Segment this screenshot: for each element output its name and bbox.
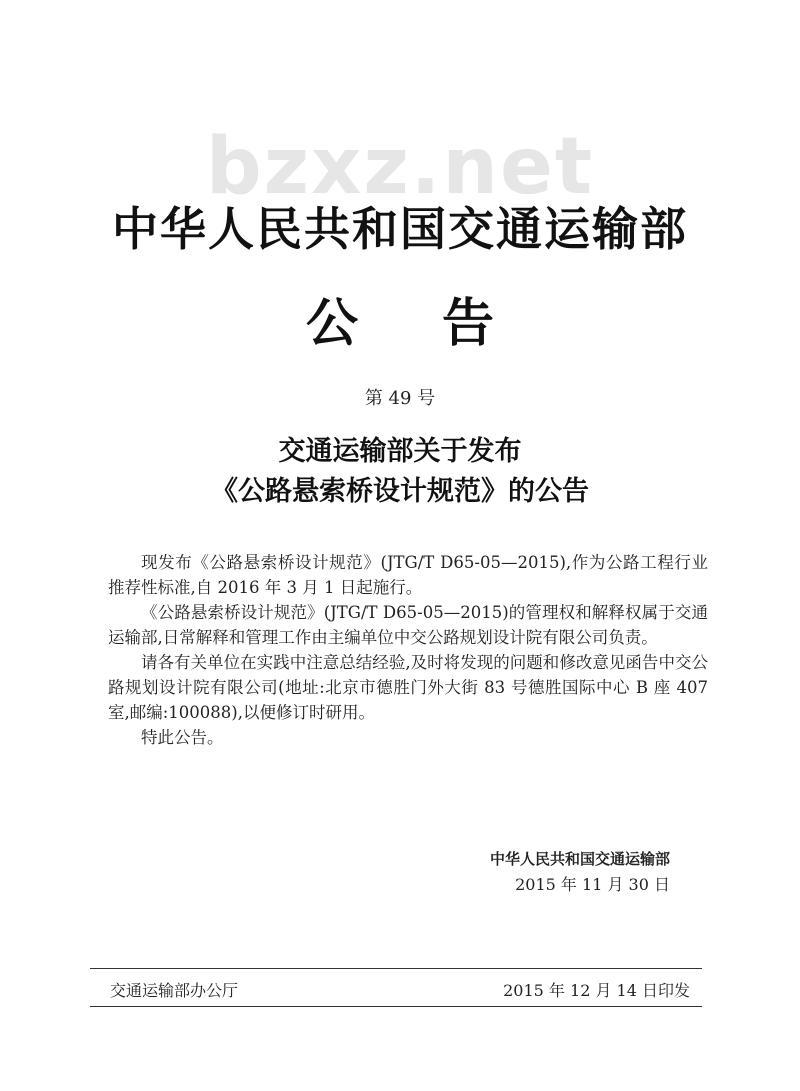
body-paragraph-4: 特此公告。: [141, 728, 224, 747]
document-number: 第 49 号: [364, 388, 436, 409]
document-type-char-2: 告: [442, 294, 495, 354]
signature-block: [490, 846, 670, 898]
signature-date: 2015 年 11 月 30 日: [515, 875, 670, 894]
document-title-line-2: 《公路悬索桥设计规范》的公告: [211, 476, 589, 507]
footer-divider-bottom: [90, 1006, 702, 1007]
watermark: bzxz.net: [205, 122, 595, 212]
body-paragraph-1: 现发布《公路悬索桥设计规范》(JTG/T D65-05—2015),作为公路工程行业推荐性标准,自 2016 年 3 月 1 日起施行。: [108, 553, 708, 597]
footer-divider-top: [90, 968, 702, 969]
document-title-line-1: 交通运输部关于发布: [278, 436, 522, 467]
footer-issuing-office: 交通运输部办公厅: [110, 981, 239, 1000]
document-title: [0, 432, 800, 512]
body-paragraph-3: 请各有关单位在实践中注意总结经验,及时将发现的问题和修改意见函告中交公路规划设计院有限公司(地址:北京市德胜门外大街 83 号德胜国际中心 B 座 407 室,邮编:100088),以便修订时研用。: [108, 653, 708, 722]
issuing-authority-heading: 中华人民共和国交通运输部: [112, 202, 688, 256]
footer-print-date: 2015 年 12 月 14 日印发: [503, 981, 690, 1000]
announcement-body: [108, 550, 708, 750]
signature-issuer: 中华人民共和国交通运输部: [489, 850, 670, 868]
body-paragraph-2: 《公路悬索桥设计规范》(JTG/T D65-05—2015)的管理权和解释权属于交通运输部,日常解释和管理工作由主编单位中交公路规划设计院有限公司负责。: [108, 603, 708, 647]
document-type-char-1: 公: [305, 294, 358, 354]
document-type-heading: [0, 294, 800, 354]
